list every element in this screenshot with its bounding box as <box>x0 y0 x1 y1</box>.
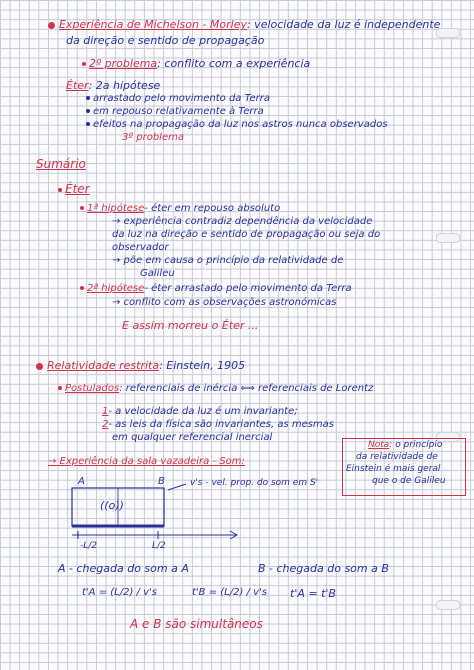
note-line2: da relatividade de <box>356 452 438 462</box>
summary-title: Sumário <box>36 157 86 171</box>
hyp2-text: - éter arrastado pelo movimento da Terra <box>144 283 352 294</box>
heading-line2: da direção e sentido de propagação <box>66 34 265 47</box>
problem2-rest: : conflito com a experiência <box>157 57 311 70</box>
equality: t'A = t'B <box>290 587 336 600</box>
label-left: -L/2 <box>80 541 98 551</box>
postulate-number: 1 <box>102 406 109 417</box>
postulates-rest: : referenciais de inércia ⟺ referenciais de Lorentz <box>119 383 374 394</box>
heading-rest: : velocidade da luz é independente <box>246 18 441 31</box>
label-b: B <box>158 476 165 487</box>
note-line4: que o de Galileu <box>372 476 446 486</box>
postulate-2b: em qualquer referencial inercial <box>112 432 273 443</box>
problem3-label: 3º problema <box>122 132 184 143</box>
postulate-text: - as leis da física são invariantes, as mesmas <box>108 419 335 430</box>
problem2-label: 2º problema <box>89 57 158 70</box>
a-title: A - chegada do som a A <box>58 562 189 575</box>
hyp2-sub: → conflito com as observações astronómicas <box>112 297 337 308</box>
tb-formula: t'B = (L/2) / v's <box>192 587 267 598</box>
note-text: : o princípio <box>389 440 443 450</box>
postulate-text: - a velocidade da luz é um invariante; <box>108 406 298 417</box>
bullet-text: efeitos na propagação da luz nos astros nunca observados <box>93 119 388 130</box>
bullet-text: arrastado pelo movimento da Terra <box>93 93 270 104</box>
eter-label: Éter <box>66 79 89 92</box>
hyp1-sub2: → põe em causa o princípio da relatividade de <box>112 255 344 266</box>
eter-title: Éter <box>65 182 90 196</box>
label-right: L/2 <box>152 541 166 551</box>
heading-title: Experiência de Michelson - Morley <box>59 18 247 31</box>
eter-rest: : 2a hipótese <box>88 79 161 92</box>
sound-source-icon: ((o)) <box>100 499 124 512</box>
bullet-text: em repouso relativamente à Terra <box>93 106 264 117</box>
hyp1-label: 1ª hipótese <box>87 203 145 214</box>
hyp1-sub1: → experiência contradiz dependência da velocidade <box>112 216 373 227</box>
hyp2-label: 2ª hipótese <box>87 283 145 294</box>
b-title: B - chegada do som a B <box>258 562 389 575</box>
hyp1-sub2b: Galileu <box>140 268 175 279</box>
hyp1-sub1b: da luz na direção e sentido de propagação ou seja do <box>112 229 381 240</box>
conclusion: E assim morreu o Éter ... <box>122 319 259 332</box>
relativity-title: Relatividade restrita <box>47 359 160 372</box>
postulates-label: Postulados <box>65 383 120 394</box>
experiment-title: → Experiência da sala vazadeira - Som: <box>48 456 245 467</box>
simultaneous: A e B são simultâneos <box>130 617 263 631</box>
pointer-line <box>168 484 186 490</box>
label-a: A <box>78 476 85 487</box>
postulate-number: 2 <box>102 419 109 430</box>
note-line3: Einstein é mais geral <box>346 464 441 474</box>
ta-formula: t'A = (L/2) / v's <box>82 587 157 598</box>
relativity-author: : Einstein, 1905 <box>159 359 246 372</box>
hyp1-text: - éter em repouso absoluto <box>144 203 281 214</box>
speed-note: v's - vel. prop. do som em S' <box>190 478 319 488</box>
hyp1-sub1c: observador <box>112 242 169 253</box>
note-label: Nota <box>368 440 390 450</box>
